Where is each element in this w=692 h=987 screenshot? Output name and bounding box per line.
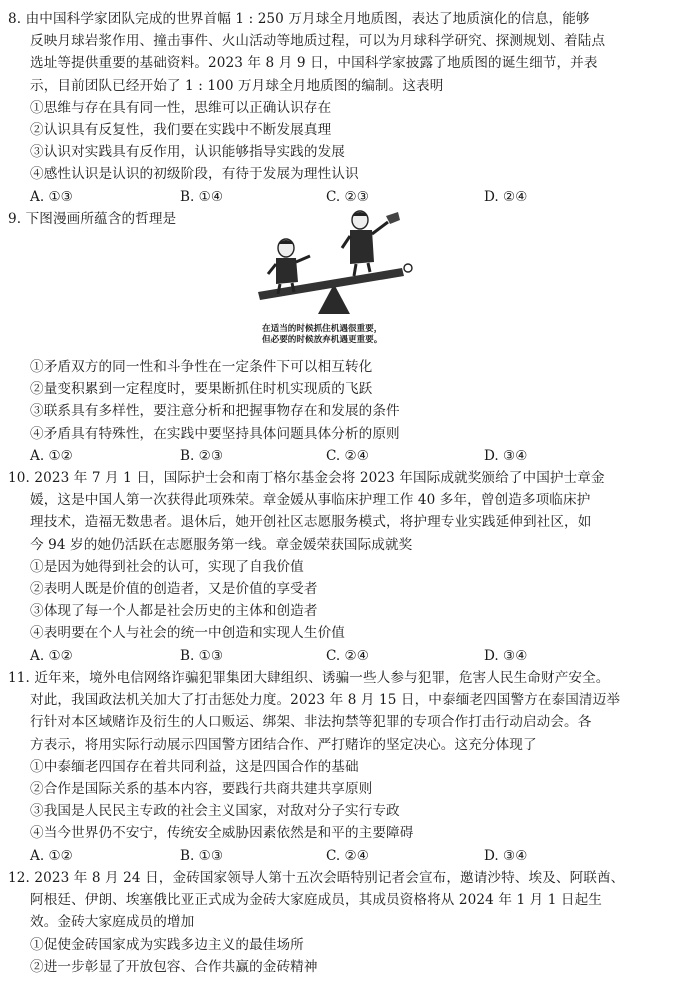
question-12-stem-line: 12. 2023 年 8 月 24 日，金砖国家领导人第十五次会晤特别记者会宣布，邀请沙特、埃及、阿联酋、 [8, 870, 625, 886]
question-10-options [8, 645, 684, 667]
option-d[interactable]: D. ③④ [484, 647, 528, 664]
right-figure [342, 211, 400, 276]
question-8-item-2: ②认识具有反复性，我们要在实践中不断发展真理 [30, 121, 332, 138]
option-c[interactable]: C. ②④ [326, 847, 369, 864]
option-a[interactable]: A. ①② [30, 447, 73, 464]
seesaw-cartoon-image [252, 206, 416, 314]
caption-line-2: 但必要的时候放弃机遇更重要。 [262, 335, 383, 345]
question-10-stem-line: 10. 2023 年 7 月 1 日，国际护士会和南丁格尔基金会将 2023 年国际成就奖颁给了中国护士章金 [8, 470, 605, 486]
question-9-stem: 9. 下图漫画所蕴含的哲理是 [8, 211, 177, 227]
question-12 [8, 867, 684, 978]
question-10-stem-line: 理技术，造福无数患者。退休后，她开创社区志愿服务模式，将护理专业实践延伸到社区，如 [30, 514, 592, 531]
question-11-item-1: ①中泰缅老四国存在着共同利益，这是四国合作的基础 [30, 758, 359, 775]
option-d[interactable]: D. ③④ [484, 447, 528, 464]
question-8-item-3: ③认识对实践具有反作用，认识能够指导实践的发展 [30, 144, 345, 161]
caption-line-1: 在适当的时候抓住机遇很重要， [262, 324, 383, 334]
cartoon-caption [262, 324, 422, 346]
question-8-stem-line: 示，目前团队已经开始了 1 : 100 万月球全月地质图的编制。这表明 [30, 77, 444, 94]
option-c[interactable]: C. ②④ [326, 647, 369, 664]
question-9-item-4: ④矛盾具有特殊性，在实践中要坚持具体问题具体分析的原则 [30, 425, 400, 442]
question-8-stem-line: 选址等提供重要的基础资料。2023 年 8 月 9 日，中国科学家披露了地质图的诞生细节，并表 [30, 55, 598, 72]
option-d[interactable]: D. ②④ [484, 188, 528, 205]
question-9-item-2: ②量变积累到一定程度时，要果断抓住时机实现质的飞跃 [30, 381, 373, 398]
question-12-stem-line: 效。金砖大家庭成员的增加 [30, 914, 195, 931]
question-8-stem-line: 8. 由中国科学家团队完成的世界首幅 1 : 250 万月球全月地质图，表达了地质演化的信息，能够 [8, 11, 590, 27]
option-c[interactable]: C. ②③ [326, 188, 369, 205]
question-10-item-2: ②表明人既是价值的创造者，又是价值的享受者 [30, 580, 318, 597]
question-9-body [8, 356, 684, 467]
question-11-stem-line: 对此，我国政法机关加大了打击惩处力度。2023 年 8 月 15 日，中泰缅老四国警方在泰国清迈举 [30, 692, 621, 709]
option-d[interactable]: D. ③④ [484, 847, 528, 864]
ball-shape [404, 264, 412, 272]
question-10-item-3: ③体现了每一个人都是社会历史的主体和创造者 [30, 603, 318, 620]
question-10 [8, 467, 684, 667]
question-11-stem-line: 11. 近年来，境外电信网络诈骗犯罪集团大肆组织、诱骗一些人参与犯罪，危害人民生命财产安全。 [8, 670, 610, 686]
option-b[interactable]: B. ②③ [180, 447, 224, 464]
question-12-item-2: ②进一步彰显了开放包容、合作共赢的金砖精神 [30, 958, 318, 975]
option-b[interactable]: B. ①③ [180, 647, 224, 664]
question-11-item-4: ④当今世界仍不安宁，传统安全威胁因素依然是和平的主要障碍 [30, 825, 414, 842]
question-9-options [8, 445, 684, 467]
option-b[interactable]: B. ①③ [180, 847, 224, 864]
option-a[interactable]: A. ①② [30, 647, 73, 664]
question-12-item-1: ①促使金砖国家成为实践多边主义的最佳场所 [30, 936, 304, 953]
option-a[interactable]: A. ①③ [30, 188, 73, 205]
question-9-item-3: ③联系具有多样性，要注意分析和把握事物存在和发展的条件 [30, 403, 400, 420]
option-b[interactable]: B. ①④ [180, 188, 224, 205]
question-11-stem-line: 行针对本区域赌诈及衍生的人口贩运、绑架、非法拘禁等犯罪的专项合作打击行动启动会。各 [30, 714, 592, 731]
question-10-stem-line: 媛，这是中国人第一次获得此项殊荣。章金媛从事临床护理工作 40 多年，曾创造多项临床护 [30, 492, 591, 509]
question-8-item-4: ④感性认识是认识的初级阶段，有待于发展为理性认识 [30, 166, 359, 183]
question-8-stem-line: 反映月球岩浆作用、撞击事件、火山活动等地质过程，可以为月球科学研究、探测规划、着陆点 [30, 33, 606, 50]
option-c[interactable]: C. ②④ [326, 447, 369, 464]
question-11-item-2: ②合作是国际关系的基本内容，要践行共商共建共享原则 [30, 780, 373, 797]
question-8-options [8, 186, 684, 208]
question-11-options [8, 845, 684, 867]
option-a[interactable]: A. ①② [30, 847, 73, 864]
question-10-item-4: ④表明要在个人与社会的统一中创造和实现人生价值 [30, 625, 345, 642]
question-11-stem-line: 方表示，将用实际行动展示四国警方团结合作、严打赌诈的坚定决心。这充分体现了 [30, 736, 537, 753]
question-12-stem-line: 阿根廷、伊朗、埃塞俄比亚正式成为金砖大家庭成员，其成员资格将从 2024 年 1 月 1 日起生 [30, 892, 602, 909]
question-9-item-1: ①矛盾双方的同一性和斗争性在一定条件下可以相互转化 [30, 359, 373, 375]
question-10-item-1: ①是因为她得到社会的认可，实现了自我价值 [30, 558, 304, 575]
question-11 [8, 667, 684, 867]
question-10-stem-line: 今 94 岁的她仍活跃在志愿服务第一线。章金媛荣获国际成就奖 [30, 536, 413, 553]
question-11-item-3: ③我国是人民民主专政的社会主义国家，对敌对分子实行专政 [30, 803, 400, 820]
question-8 [8, 8, 684, 208]
question-8-item-1: ①思维与存在具有同一性，思维可以正确认识存在 [30, 99, 332, 116]
